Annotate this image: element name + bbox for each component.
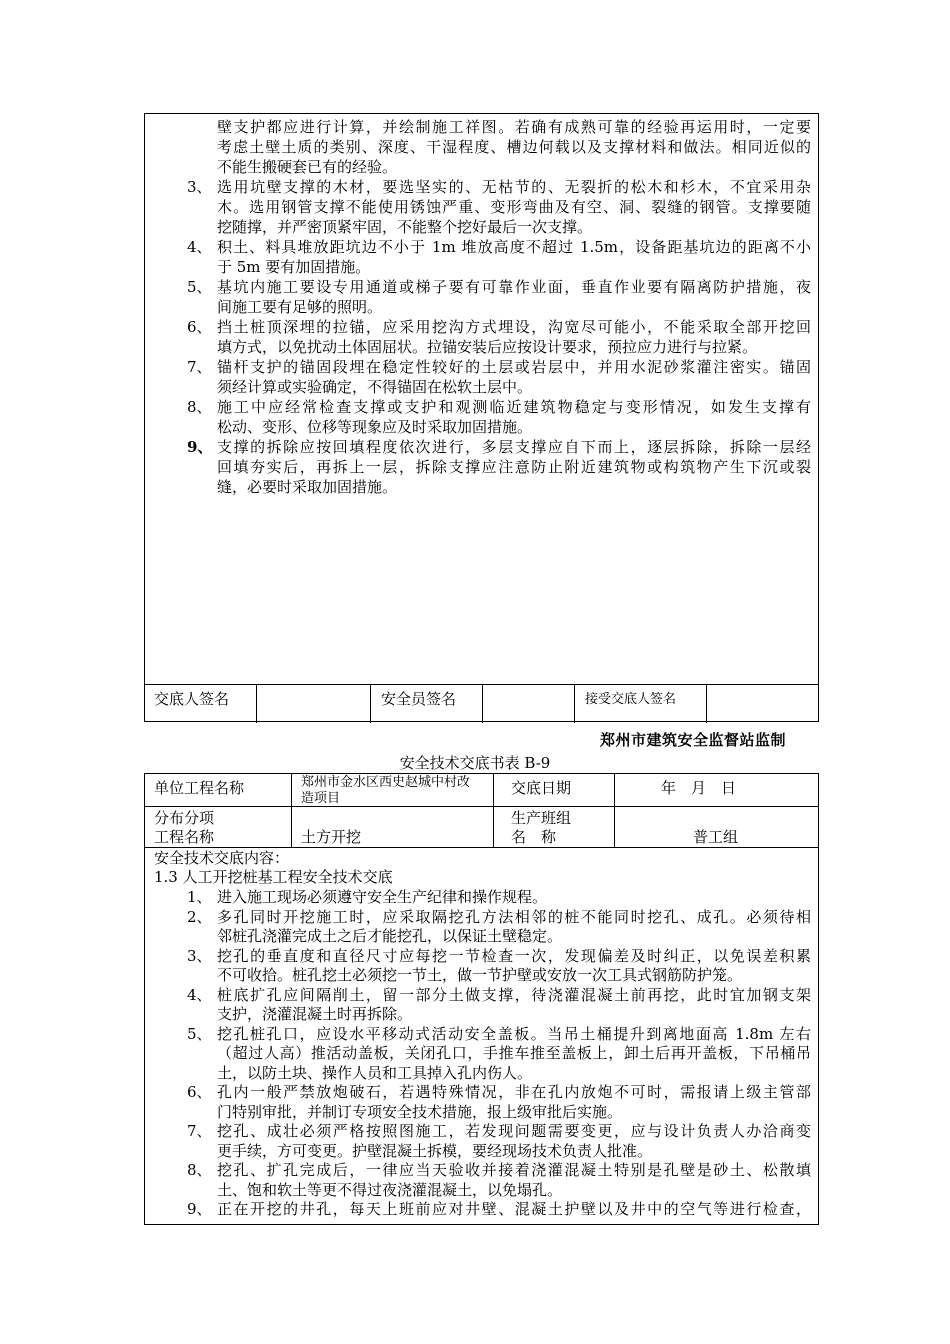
item-text-line: 多孔同时开挖施工时，应采取隔挖孔方法相邻的桩不能同时挖孔、成孔。必须待相 [217, 907, 811, 926]
item-text-line: 孔内一般严禁放炮破石，若遇特殊情况，非在孔内放炮不可时，需报请上级主管部 [217, 1083, 811, 1101]
safety-officer-signature-field[interactable] [483, 685, 575, 723]
section-title: 1.3 人工开挖桩基工程安全技术交底 [154, 868, 393, 886]
subitem-project-label [145, 807, 292, 848]
continuation-table [144, 113, 819, 722]
intro-line: 不能生搬硬套已有的经验。 [217, 158, 398, 176]
intro-line: 考虑土壁土质的类别、深度、干湿程度、槽边何载以及支撑材料和做法。相同近似的 [217, 138, 811, 156]
item-text-line: 挖孔、成壮必须严格按照图施工，若发现问题需要变更，应与设计负责人办洽商变 [217, 1122, 811, 1140]
team-label-line1: 生产班组 [511, 809, 572, 827]
item-text-line: 桩底扩孔应间隔削土，留一部分土做支撑，待浇灌混凝土前再挖，此时宜加钢支架 [217, 985, 811, 1004]
production-team-label [494, 807, 615, 848]
item-text-line: 支护，浇灌混凝土时再拆除。 [217, 1005, 413, 1023]
item-number: 4、 [187, 985, 212, 1004]
form-title: 安全技术交底书表 B-9 [399, 754, 551, 772]
item-text-line: 填方式，以免扰动土体固屈状。拉锚安装后应按设计要求，预拉应力进行与拉紧。 [217, 338, 758, 356]
item-number: 2、 [187, 907, 212, 926]
production-team-value[interactable]: 普工组 [615, 807, 818, 848]
item-text-line: 挖孔、扩孔完成后，一律应当天验收并接着浇灌混凝土特别是孔壁是砂土、松散填 [217, 1161, 811, 1179]
item-text-line: 更手续，方可变更。护壁混凝土拆模，要经现场技术负责人批准。 [217, 1141, 653, 1160]
item-text-line: 土、饱和软土等更不得过夜浇灌混凝土，以免塌孔。 [217, 1180, 563, 1199]
item-text-line: 挖孔的垂直度和直径尺寸应每挖一节检查一次，发现偏差及时纠正，以免误差积累 [217, 946, 811, 965]
signature-row [144, 684, 819, 723]
item-number: 9、 [187, 438, 213, 456]
item-text-line: 于 5m 要有加固措施。 [217, 258, 371, 276]
subitem-label-line2: 工程名称 [154, 828, 215, 846]
item-number: 5、 [187, 278, 212, 296]
unit-project-value-line1: 郑州市金水区西史赵城中村改 [301, 775, 471, 790]
safety-officer-signature-label: 安全员签名 [371, 685, 483, 723]
unit-project-value[interactable] [292, 774, 494, 807]
unit-project-label: 单位工程名称 [145, 774, 292, 807]
item-number: 7、 [187, 358, 212, 376]
content-label: 安全技术交底内容： [154, 849, 290, 867]
item-text-line: 木。选用钢管支撑不能使用锈蚀严重、变形弯曲及有空、洞、裂缝的钢管。支撑要随 [217, 198, 811, 216]
item-text-line: 基坑内施工要设专用通道或梯子要有可靠作业面，垂直作业要有隔离防护措施，夜 [217, 278, 811, 296]
team-label-line2: 名 称 [511, 828, 557, 846]
receiver-signature-label: 接受交底人签名 [575, 685, 707, 723]
item-text-line: 邻桩孔浇灌完成土之后才能挖孔，以保证土壁稳定。 [217, 927, 563, 945]
item-number: 8、 [187, 1161, 212, 1179]
receiver-signature-field[interactable] [707, 685, 819, 723]
item-text-line: 须经计算或实验确定，不得锚固在松软土层中。 [217, 378, 533, 396]
item-text-line: 挖孔桩孔口，应设水平移动式活动安全盖板。当吊土桶提升到离地面高 1.8m 左右 [217, 1024, 811, 1043]
item-text-line: 松动、变形、位移等现象应及时采取加固措施。 [217, 418, 533, 436]
handover-signature-field[interactable] [257, 685, 371, 723]
item-number: 6、 [187, 318, 212, 336]
item-number: 5、 [187, 1024, 212, 1043]
item-text-line: 锚杆支护的锚固段埋在稳定性较好的土层或岩层中，并用水泥砂浆灌注密实。锚固 [217, 358, 811, 376]
item-number: 1、 [187, 888, 212, 906]
item-text-line: 缝，必要时采取加固措施。 [217, 478, 398, 496]
item-text-line: 挖随撑，并严密顶紧牢固，不能整个挖好最后一次支撑。 [217, 218, 593, 236]
item-number: 7、 [187, 1122, 212, 1140]
item-text-line: 挡土桩顶深埋的拉锚，应采用挖沟方式埋设，沟宽尽可能小，不能采取全部开挖回 [217, 318, 811, 336]
item-number: 8、 [187, 398, 212, 416]
continuation-content [145, 117, 818, 685]
handover-signature-label: 交底人签名 [144, 685, 257, 723]
item-text-line: 间施工要有足够的照明。 [217, 298, 383, 316]
disclosure-date-value[interactable]: 年 月 日 [615, 774, 818, 807]
item-text-line: 进入施工现场必须遵守安全生产纪律和操作规程。 [217, 888, 548, 906]
item-number: 9、 [187, 1200, 212, 1218]
subitem-label-line1: 分布分项 [154, 809, 215, 827]
item-text-line: 门特别审批，并制订专项安全技术措施，报上级审批后实施。 [217, 1102, 623, 1121]
item-text-line: 选用坑壁支撑的木材，要选坚实的、无枯节的、无裂折的松木和杉木，不宜采用杂 [217, 178, 811, 196]
intro-line: 壁支护都应进行计算，并绘制施工祥图。若确有成熟可靠的经验再运用时，一定要 [217, 118, 811, 136]
item-text-line: 施工中应经常检查支撑或支护和观测临近建筑物稳定与变形情况，如发生支撑有 [217, 398, 811, 416]
item-text-line: 土，以防土块、操作人员和工具掉入孔内伤人。 [217, 1063, 533, 1082]
item-text-line: 回填夯实后，再拆上一层，拆除支撑应注意防止附近建筑物或构筑物产生下沉或裂 [217, 458, 811, 476]
supervising-authority: 郑州市建筑安全监督站监制 [600, 731, 787, 749]
item-text-line: 支撑的拆除应按回填程度依次进行，多层支撑应自下而上，逐层拆除，拆除一层经 [217, 438, 811, 456]
disclosure-date-label: 交底日期 [494, 774, 615, 807]
item-text-line: 积土、料具堆放距坑边不小于 1m 堆放高度不超过 1.5m，设备距基坑边的距离不小 [217, 238, 811, 256]
item-number: 3、 [187, 946, 212, 965]
item-number: 3、 [187, 178, 212, 196]
item-number: 6、 [187, 1083, 212, 1101]
item-number: 4、 [187, 238, 212, 256]
item-text-line: 不可收拾。桩孔挖土必须挖一节土，做一节护壁或安放一次工具式钢筋防护笼。 [217, 966, 743, 984]
safety-disclosure-form [144, 773, 819, 1225]
item-text-line: 正在开挖的井孔，每天上班前应对井壁、混凝土护壁以及井中的空气等进行检查， [217, 1200, 811, 1218]
item-text-line: （超过人高）推活动盖板，关闭孔口，手推车推至盖板上，卸土后再开盖板，下吊桶吊 [217, 1044, 811, 1062]
subitem-project-value[interactable]: 土方开挖 [292, 807, 494, 848]
unit-project-value-line2: 造项目 [301, 791, 341, 806]
disclosure-content [145, 848, 818, 1224]
